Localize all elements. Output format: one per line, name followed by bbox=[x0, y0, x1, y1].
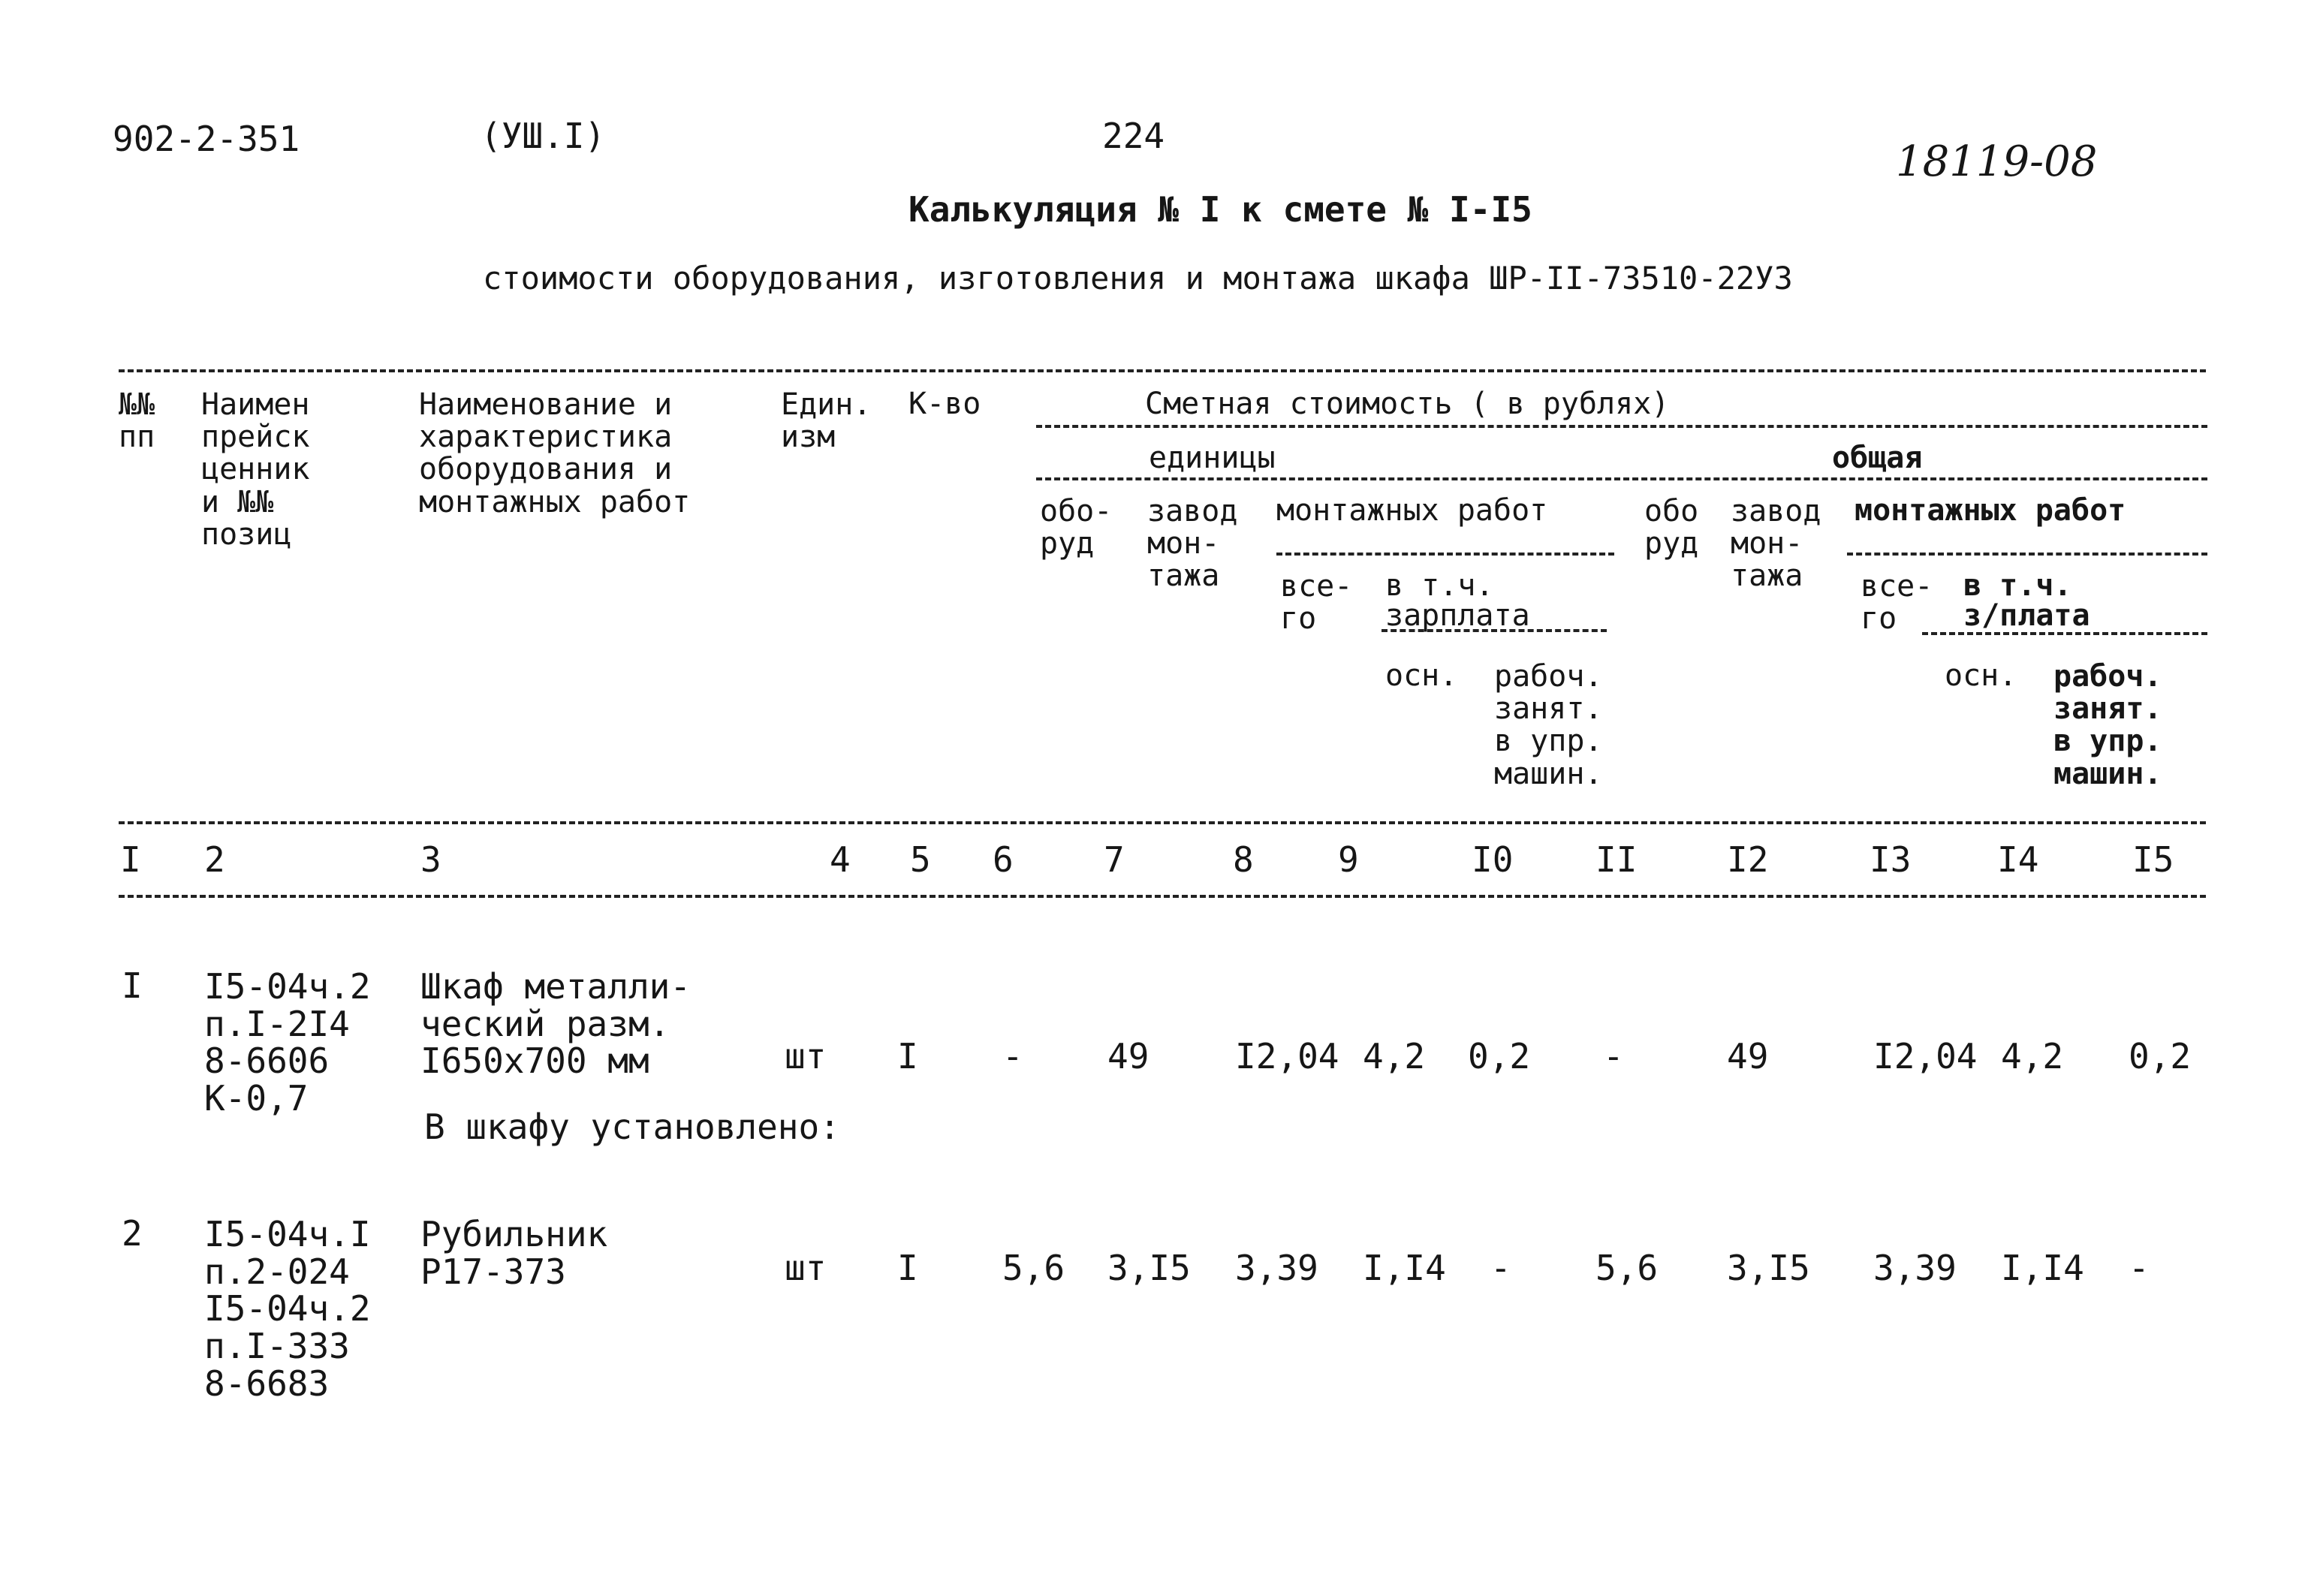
column-number: I5 bbox=[2132, 839, 2174, 880]
header-name: Наименование и характеристика оборудования и монтажных работ bbox=[419, 387, 691, 519]
column-number: 5 bbox=[910, 839, 931, 880]
header-total-equipment: обо руд bbox=[1644, 494, 1699, 562]
row-col6: 5,6 bbox=[1002, 1248, 1065, 1288]
row-col8: I2,04 bbox=[1235, 1036, 1339, 1077]
row-pricelist: I5-04ч.I п.2-024 I5-04ч.2 п.I-333 8-6683 bbox=[204, 1214, 371, 1404]
row-quantity: I bbox=[897, 1248, 918, 1288]
table-top-rule bbox=[119, 369, 2206, 372]
header-unit-factory: завод мон- тажа bbox=[1147, 494, 1238, 594]
header-unit-machine: рабоч. занят. в упр. машин. bbox=[1494, 659, 1603, 791]
unit-mount-rule bbox=[1276, 553, 1614, 556]
row-col11: 5,6 bbox=[1595, 1248, 1659, 1288]
header-unit-basic: осн. bbox=[1385, 658, 1458, 693]
table-row-number: I bbox=[122, 965, 143, 1006]
row-unit: шт bbox=[785, 1248, 827, 1288]
installed-note: В шкафу установлено: bbox=[424, 1107, 840, 1147]
inventory-number: 18119-08 bbox=[1896, 137, 2098, 186]
calculation-title: Калькуляция № I к смете № I-I5 bbox=[908, 189, 1532, 230]
row-col14: I,I4 bbox=[2001, 1248, 2084, 1288]
header-number: №№ пп bbox=[119, 387, 155, 455]
column-number: 9 bbox=[1338, 839, 1359, 880]
row-col10: 0,2 bbox=[1468, 1036, 1531, 1077]
header-bottom-rule bbox=[119, 821, 2206, 824]
header-total-mounting: монтажных работ bbox=[1855, 493, 2126, 528]
column-number: II bbox=[1595, 839, 1638, 880]
header-unit-including: в т.ч. bbox=[1385, 568, 1494, 603]
row-pricelist: I5-04ч.2 п.I-2I4 8-6606 К-0,7 bbox=[204, 966, 371, 1119]
row-col8: 3,39 bbox=[1235, 1248, 1318, 1288]
row-col7: 49 bbox=[1107, 1036, 1149, 1077]
total-mount-rule bbox=[1847, 553, 2207, 556]
row-item-name: Рубильник Р17-373 bbox=[420, 1214, 608, 1292]
row-col6: - bbox=[1002, 1036, 1023, 1077]
row-col15: - bbox=[2129, 1248, 2150, 1288]
header-total-including: в т.ч. bbox=[1963, 568, 2072, 603]
section-code: (УШ.I) bbox=[481, 116, 606, 156]
row-col10: - bbox=[1490, 1248, 1511, 1288]
row-item-name: Шкаф металли- ческий разм. I650х700 мм bbox=[420, 966, 692, 1082]
row-col15: 0,2 bbox=[2129, 1036, 2192, 1077]
header-total-factory: завод мон- тажа bbox=[1731, 494, 1821, 594]
header-unit-mounting: монтажных работ bbox=[1276, 493, 1548, 528]
document-number: 902-2-351 bbox=[113, 119, 300, 159]
row-col13: I2,04 bbox=[1873, 1036, 1978, 1077]
header-total-all: все- го bbox=[1861, 569, 1933, 637]
column-number: 8 bbox=[1233, 839, 1254, 880]
header-per-unit: единицы bbox=[1149, 441, 1276, 475]
column-number: I4 bbox=[1997, 839, 2039, 880]
column-numbers-rule bbox=[119, 895, 2206, 898]
header-pricelist: Наимен прейск ценник и №№ позиц bbox=[201, 387, 310, 552]
column-number: I bbox=[120, 839, 141, 880]
column-number: 6 bbox=[993, 839, 1014, 880]
column-number: I3 bbox=[1870, 839, 1912, 880]
row-quantity: I bbox=[897, 1036, 918, 1077]
column-number: 2 bbox=[204, 839, 225, 880]
row-col7: 3,I5 bbox=[1107, 1248, 1191, 1288]
calculation-subtitle: стоимости оборудования, изготовления и монтажа шкафа ШР-II-73510-22У3 bbox=[483, 260, 1793, 297]
header-unit: Един. изм bbox=[781, 387, 872, 455]
header-unit-total: все- го bbox=[1280, 569, 1353, 637]
header-estimated-cost: Сметная стоимость ( в рублях) bbox=[1145, 387, 1670, 421]
row-col9: 4,2 bbox=[1363, 1036, 1426, 1077]
header-total-machine: рабоч. занят. в упр. машин. bbox=[2053, 659, 2162, 791]
header-quantity: К-во bbox=[908, 387, 981, 421]
cost-header-rule bbox=[1036, 425, 2207, 428]
header-unit-equipment: обо- руд bbox=[1040, 494, 1113, 562]
per-unit-rule bbox=[1036, 477, 2207, 480]
header-total-salary: з/плата bbox=[1963, 598, 2090, 633]
column-number: I0 bbox=[1472, 839, 1514, 880]
row-col12: 49 bbox=[1727, 1036, 1769, 1077]
column-number: 3 bbox=[420, 839, 441, 880]
row-col11: - bbox=[1603, 1036, 1624, 1077]
row-col9: I,I4 bbox=[1363, 1248, 1446, 1288]
header-total: общая bbox=[1832, 441, 1923, 475]
row-col12: 3,I5 bbox=[1727, 1248, 1810, 1288]
page-number: 224 bbox=[1102, 116, 1165, 156]
row-col13: 3,39 bbox=[1873, 1248, 1957, 1288]
row-col14: 4,2 bbox=[2001, 1036, 2064, 1077]
header-total-basic: осн. bbox=[1945, 658, 2017, 693]
table-row-number: 2 bbox=[122, 1213, 143, 1254]
column-number: 4 bbox=[830, 839, 851, 880]
header-unit-salary: зарплата bbox=[1385, 598, 1530, 633]
column-number: 7 bbox=[1104, 839, 1125, 880]
column-number: I2 bbox=[1727, 839, 1769, 880]
row-unit: шт bbox=[785, 1036, 827, 1077]
